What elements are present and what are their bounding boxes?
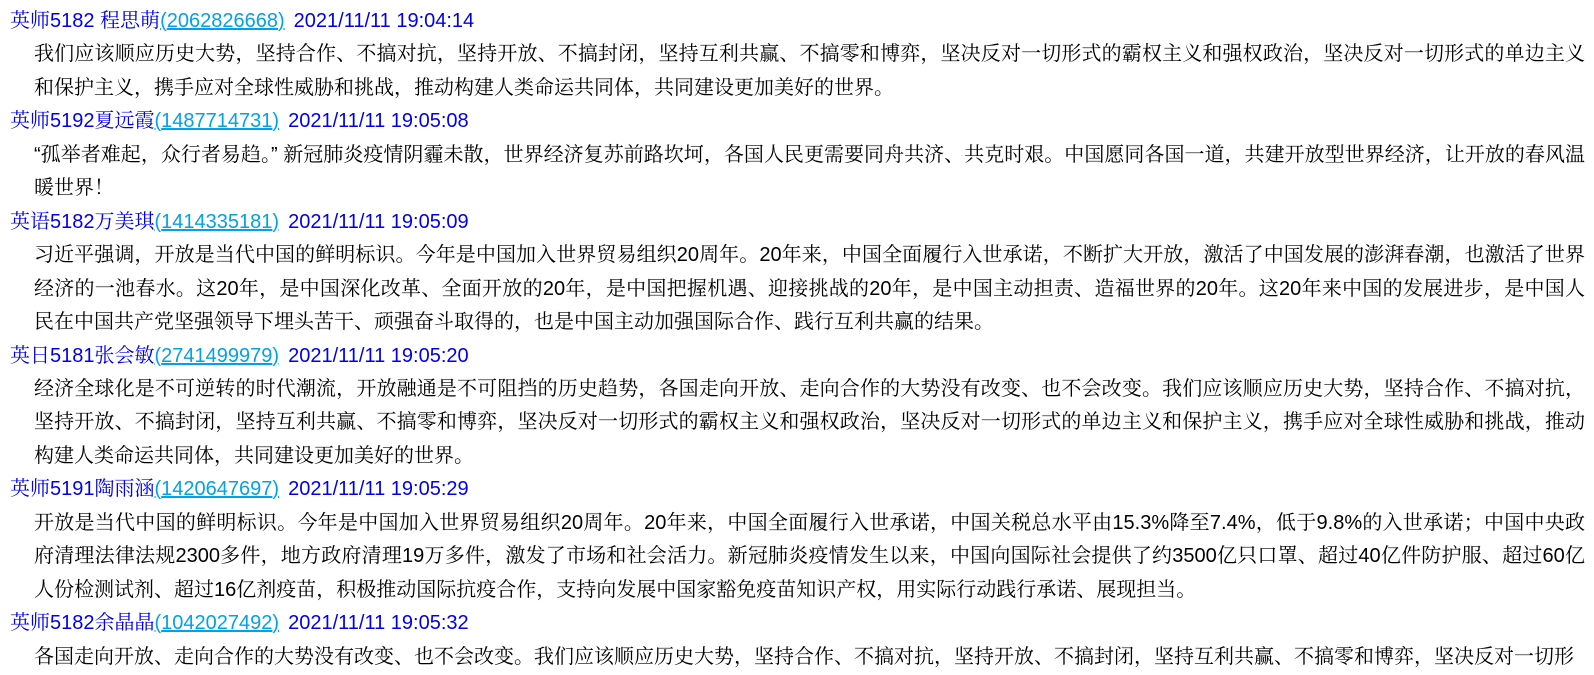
timestamp: 2021/11/11 19:05:08 (288, 110, 469, 133)
sender-name: 英日5181张会敏 (10, 344, 155, 367)
chat-message (10, 206, 1585, 340)
timestamp: 2021/11/11 19:05:20 (288, 344, 469, 367)
message-text: 经济全球化是不可逆转的时代潮流，开放融通是不可阻挡的历史趋势，各国走向开放、走向合作的大势没有改变、也不会改变。我们应该顺应历史大势，坚持合作、不搞对抗，坚持开放、不搞封闭，坚持互利共赢、不搞零和博弈，坚决反对一切形式的霸权主义和强权政治，坚决反对一切形式的单边主义和保护主义，携手应对全球性威胁和挑战，推动构建人类命运共同体，共同建设更加美好的世界。 (34, 377, 1585, 467)
qq-number-link[interactable]: ( 1420647697 ) (155, 478, 280, 500)
message-text: 各国走向开放、走向合作的大势没有改变、也不会改变。我们应该顺应历史大势，坚持合作、不搞对抗，坚持开放、不搞封闭，坚持互利共赢、不搞零和博弈，坚决反对一切形 (34, 645, 1574, 668)
sender-name: 英师5182余晶晶 (10, 612, 155, 635)
message-text: 习近平强调，开放是当代中国的鲜明标识。今年是中国加入世界贸易组织20周年。20年来，中国全面履行入世承诺，不断扩大开放，激活了中国发展的澎湃春潮，也激活了世界经济的一池春水。这20年，是中国深化改革、全面开放的20年，是中国把握机遇、迎接挑战的20年，是中国主动担责、造福世界的20年。这20年来中国的发展进步，是中国人民在中国共产党坚强领导下埋头苦干、顽强奋斗取得的，也是中国主动加强国际合作、践行互利共赢的结果。 (34, 244, 1585, 334)
message-text: “孤举者难起，众行者易趋。” 新冠肺炎疫情阴霾未散，世界经济复苏前路坎坷，各国人民更需要同舟共济、共克时艰。中国愿同各国一道，共建开放型世界经济，让开放的春风温暖世界！ (34, 143, 1585, 200)
sender-name: 英师5182 程思萌 (10, 10, 161, 32)
chat-message (10, 473, 1585, 607)
sender-name: 英师5191陶雨涵 (10, 478, 155, 501)
message-header (10, 473, 1585, 506)
timestamp: 2021/11/11 19:05:32 (288, 612, 469, 635)
message-header (10, 5, 1585, 38)
chat-message (10, 5, 1585, 105)
chat-message (10, 607, 1585, 674)
message-header (10, 607, 1585, 640)
sender-name: 英师5192夏远霞 (10, 110, 155, 133)
qq-number-link[interactable]: ( 2741499979 ) (155, 345, 280, 367)
message-header (10, 206, 1585, 239)
timestamp: 2021/11/11 19:04:14 (293, 10, 475, 32)
qq-number-link[interactable]: ( 1487714731 ) (155, 110, 280, 132)
message-text: 我们应该顺应历史大势，坚持合作、不搞对抗，坚持开放、不搞封闭，坚持互利共赢、不搞零和博弈，坚决反对一切形式的霸权主义和强权政治，坚决反对一切形式的单边主义和保护主义，携手应对全球性威胁和挑战，推动构建人类命运共同体，共同建设更加美好的世界。 (34, 43, 1585, 99)
sender-name: 英语5182万美琪 (10, 210, 155, 233)
qq-number-link[interactable]: ( 2062826668 ) (160, 10, 285, 32)
message-text: 开放是当代中国的鲜明标识。今年是中国加入世界贸易组织20周年。20年来，中国全面履行入世承诺，中国关税总水平由15.3%降至7.4%，低于9.8%的入世承诺；中国中央政府清理法律法规2300多件，地方政府清理19万多件，激发了市场和社会活力。新冠肺炎疫情发生以来，中国向国际社会提供了约3500亿只口罩、超过40亿件防护服、超过60亿人份检测试剂、超过16亿剂疫苗，积极推动国际抗疫合作，支持向发展中国家豁免疫苗知识产权，用实际行动践行承诺、展现担当。 (34, 511, 1585, 601)
qq-number-link[interactable]: ( 1042027492 ) (155, 612, 280, 634)
chat-message (10, 105, 1585, 205)
message-header (10, 105, 1585, 138)
message-header (10, 340, 1585, 373)
timestamp: 2021/11/11 19:05:09 (288, 210, 469, 233)
qq-number-link[interactable]: ( 1414335181 ) (155, 211, 280, 233)
chat-message (10, 340, 1585, 474)
timestamp: 2021/11/11 19:05:29 (288, 478, 469, 501)
